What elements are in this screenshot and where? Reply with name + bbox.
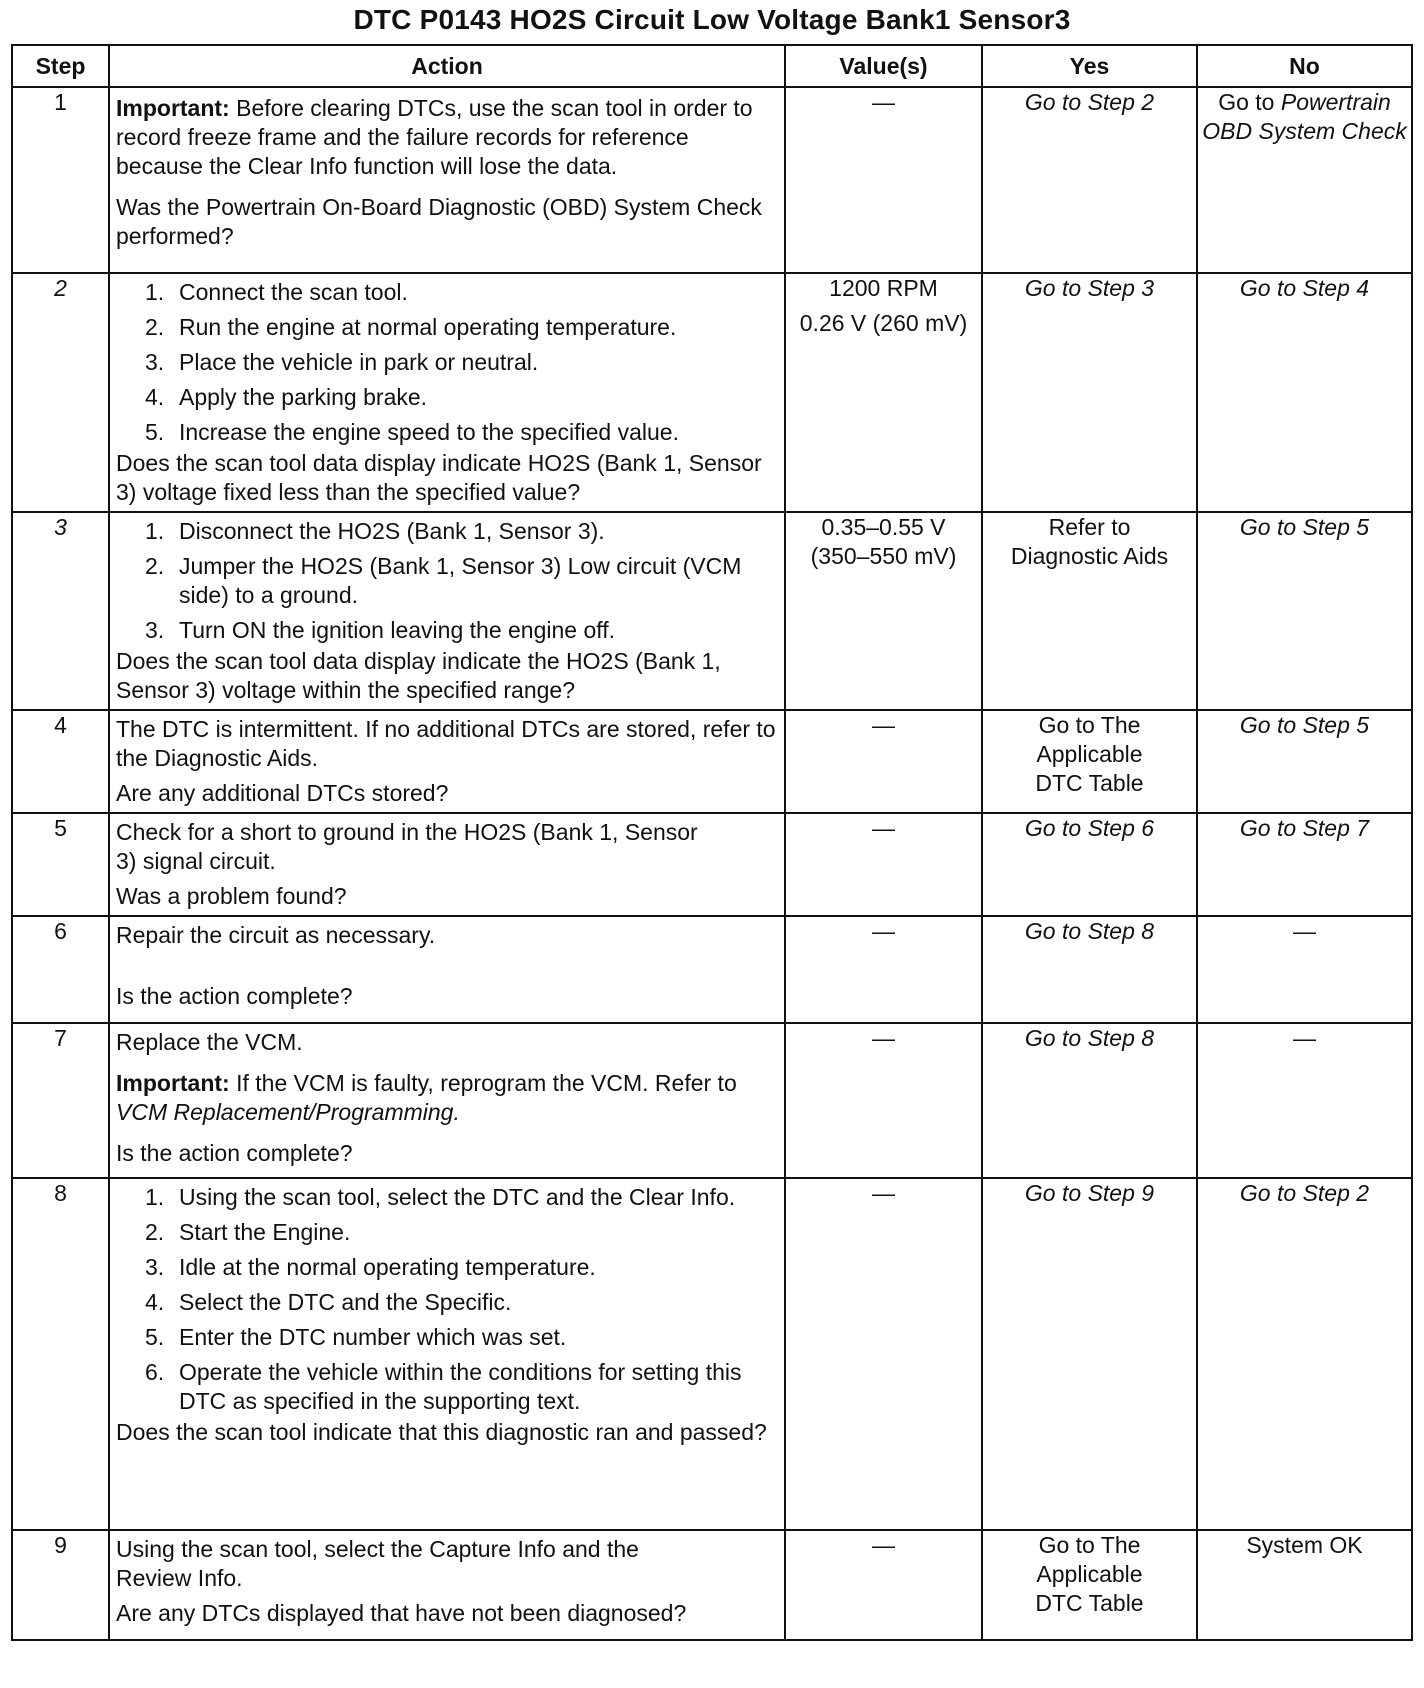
step-number: 6 [12,916,109,1023]
value-cell [785,273,982,512]
no-cell [1197,273,1412,512]
header-no: No [1197,45,1412,87]
yes-link[interactable]: Go to Step 8 [1024,918,1155,944]
value-line: 0.35–0.55 V [821,514,946,540]
action-cell [109,1178,785,1530]
no-cell [1197,1178,1412,1530]
important-note [116,94,778,181]
step-number: 7 [12,1023,109,1178]
step-number: 9 [12,1530,109,1640]
value-line: 1200 RPM [829,275,938,301]
action-steps [116,517,778,645]
diagnostic-table [11,44,1413,1641]
value-cell: — [785,1023,982,1178]
action-question: Does the scan tool data display indicate the HO2S (Bank 1, Sensor 3) voltage within the specified range? [116,648,721,703]
no-link[interactable]: Go to Step 4 [1239,275,1370,301]
value-cell: — [785,1178,982,1530]
yes-cell [982,1530,1197,1640]
list-item: 3. Place the vehicle in park or neutral. [145,349,539,375]
yes-link[interactable]: Go to Step 2 [1024,89,1155,115]
reference-link[interactable]: VCM Replacement/Programming. [116,1099,460,1125]
no-link[interactable]: Powertrain OBD System Check [1202,89,1407,144]
value-cell [785,512,982,710]
action-question: Does the scan tool indicate that this diagnostic ran and passed? [116,1419,767,1445]
list-item: 2. Start the Engine. [145,1219,351,1245]
table-row-step-2 [12,273,1412,512]
table-row-step-7 [12,1023,1412,1178]
value-cell: — [785,710,982,813]
table-header-row [12,45,1412,87]
list-item: 4. Apply the parking brake. [145,384,428,410]
no-cell [1197,87,1412,273]
no-cell [1197,710,1412,813]
step-number: 3 [12,512,109,710]
no-link[interactable]: Go to Step 5 [1239,514,1370,540]
header-step: Step [12,45,109,87]
list-item: 1. Disconnect the HO2S (Bank 1, Sensor 3). [145,518,605,544]
yes-cell [982,1178,1197,1530]
list-item: 2. Run the engine at normal operating temperature. [145,314,677,340]
no-cell: — [1197,916,1412,1023]
list-item: 3. Idle at the normal operating temperature. [145,1254,596,1280]
table-row-step-4 [12,710,1412,813]
no-cell [1197,512,1412,710]
value-line: (350–550 mV) [810,543,957,569]
no-link[interactable]: Go to Step 7 [1239,815,1370,841]
yes-cell [982,273,1197,512]
no-link[interactable]: Go to Step 5 [1239,712,1370,738]
yes-link[interactable]: Go to Step 8 [1024,1025,1155,1051]
list-item: 4. Select the DTC and the Specific. [145,1289,512,1315]
no-result: System OK [1246,1532,1363,1558]
important-note [116,1069,778,1127]
yes-cell [982,710,1197,813]
step-number: 8 [12,1178,109,1530]
table-row-step-3 [12,512,1412,710]
header-yes: Yes [982,45,1197,87]
yes-cell [982,87,1197,273]
action-cell [109,710,785,813]
action-question: Does the scan tool data display indicate HO2S (Bank 1, Sensor 3) voltage fixed less than the specified value? [116,450,762,505]
yes-link[interactable]: Go to Step 6 [1024,815,1155,841]
action-text: Check for a short to ground in the HO2S (Bank 1, Sensor 3) signal circuit. [116,819,698,874]
table-row-step-6 [12,916,1412,1023]
no-link[interactable]: Go to Step 2 [1239,1180,1370,1206]
step-number: 4 [12,710,109,813]
yes-cell [982,916,1197,1023]
list-item: 1. Using the scan tool, select the DTC and the Clear Info. [145,1184,736,1210]
header-action: Action [109,45,785,87]
yes-cell [982,1023,1197,1178]
no-cell [1197,1530,1412,1640]
action-cell [109,1023,785,1178]
action-text: Repair the circuit as necessary. [116,922,436,948]
important-label: Important: [116,1070,230,1096]
action-cell [109,813,785,916]
action-text: Replace the VCM. [116,1029,303,1055]
list-item: 5. Enter the DTC number which was set. [145,1324,567,1350]
list-item: 1. Connect the scan tool. [145,279,408,305]
yes-link[interactable]: Go to The Applicable DTC Table [1035,1532,1144,1616]
value-cell: — [785,87,982,273]
action-question: Is the action complete? [116,983,353,1009]
no-cell: — [1197,1023,1412,1178]
action-cell [109,87,785,273]
list-item: 5. Increase the engine speed to the specified value. [145,419,679,445]
value-cell: — [785,813,982,916]
step-number: 1 [12,87,109,273]
yes-link[interactable]: Go to Step 3 [1024,275,1155,301]
important-text: If the VCM is faulty, reprogram the VCM. Refer to [229,1070,737,1096]
action-text: The DTC is intermittent. If no additional DTCs are stored, refer to the Diagnostic Aids. [116,716,776,771]
step-number: 5 [12,813,109,916]
action-question: Was a problem found? [116,883,347,909]
action-cell [109,1530,785,1640]
action-question: Was the Powertrain On-Board Diagnostic (OBD) System Check performed? [116,194,762,249]
header-values: Value(s) [785,45,982,87]
yes-link[interactable]: Go to Step 9 [1024,1180,1155,1206]
action-question: Are any DTCs displayed that have not been diagnosed? [116,1600,687,1626]
no-cell [1197,813,1412,916]
page-title: DTC P0143 HO2S Circuit Low Voltage Bank1 Sensor3 [353,4,1071,35]
action-steps [116,278,778,447]
list-item: 6. Operate the vehicle within the conditions for setting this DTC as specified in the supporting text. [145,1359,742,1414]
table-row-step-9 [12,1530,1412,1640]
step-number: 2 [12,273,109,512]
action-question: Are any additional DTCs stored? [116,780,449,806]
table-row-step-1 [12,87,1412,273]
action-cell [109,512,785,710]
yes-link[interactable]: Refer to Diagnostic Aids [1010,514,1169,569]
table-row-step-8 [12,1178,1412,1530]
no-prefix: Go to [1218,89,1281,115]
value-cell: — [785,1530,982,1640]
action-question: Is the action complete? [116,1140,353,1166]
yes-cell [982,813,1197,916]
yes-link[interactable]: Go to The Applicable DTC Table [1035,712,1144,796]
value-cell: — [785,916,982,1023]
yes-cell [982,512,1197,710]
important-text: Before clearing DTCs, use the scan tool in order to record freeze frame and the failure records for reference because the Clear Info function will lose the data. [116,95,753,179]
action-text: Using the scan tool, select the Capture Info and the Review Info. [116,1536,639,1591]
action-cell [109,916,785,1023]
action-steps [116,1183,778,1416]
value-line: 0.26 V (260 mV) [799,310,968,336]
list-item: 2. Jumper the HO2S (Bank 1, Sensor 3) Low circuit (VCM side) to a ground. [145,553,742,608]
table-row-step-5 [12,813,1412,916]
important-label: Important: [116,95,230,121]
list-item: 3. Turn ON the ignition leaving the engine off. [145,617,616,643]
action-cell [109,273,785,512]
